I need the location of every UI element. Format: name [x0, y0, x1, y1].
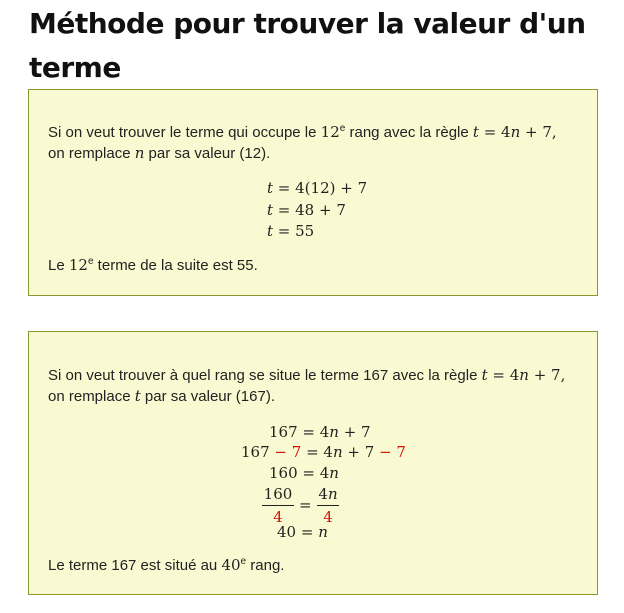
- equation-expression: = 4(12) + 7: [273, 179, 368, 197]
- example-box-find-rank: [28, 331, 598, 595]
- rule-rest: + 7,: [520, 123, 557, 141]
- page-title: Méthode pour trouver la valeur d'un terme: [29, 7, 586, 84]
- equation-variable: n: [332, 443, 343, 461]
- equation-left: 167 = 4: [269, 423, 330, 441]
- replace-text-2: par sa valeur (167).: [140, 388, 275, 405]
- conclusion-number: 40: [221, 556, 241, 574]
- replace-text: on remplace: [48, 388, 135, 405]
- fraction-bar: [262, 505, 294, 506]
- conclusion-text: Le: [48, 257, 69, 274]
- intro-text: Si on veut trouver le terme qui occupe le: [48, 124, 321, 141]
- conclusion-number: 12: [68, 256, 88, 274]
- replace-variable: n: [134, 144, 145, 162]
- replace-variable: t: [134, 387, 141, 405]
- example-box-find-term: [28, 89, 598, 296]
- rule-variable-t: t: [472, 123, 479, 141]
- equation-variable: t: [267, 179, 274, 197]
- equation-variable: n: [318, 523, 328, 541]
- fraction-numerator: 160: [263, 485, 293, 503]
- equation-left: 160 = 4: [269, 464, 330, 482]
- equation-variable: t: [267, 201, 274, 219]
- equation-variable: n: [329, 423, 339, 441]
- rank-number: 12: [320, 123, 340, 141]
- fraction-right: [317, 484, 339, 527]
- equation-left: 167: [241, 443, 275, 461]
- fraction-denominator-highlight: 4: [273, 508, 283, 526]
- equation-left: 40 =: [277, 523, 319, 541]
- conclusion-paragraph: [48, 255, 588, 276]
- equation-step-3: [269, 463, 339, 484]
- equation-step-1: [267, 178, 367, 199]
- fraction-numerator: [317, 484, 339, 504]
- equation-expression: = 55: [273, 222, 315, 240]
- fraction-denominator-highlight: 4: [323, 508, 333, 526]
- rule-variable-n: n: [519, 366, 529, 384]
- fraction-equals: =: [299, 496, 312, 514]
- equation-variable: n: [329, 464, 339, 482]
- intro-text-2: rang avec la règle: [345, 124, 473, 141]
- intro-paragraph: [48, 365, 588, 407]
- equation-right: + 7: [338, 423, 371, 441]
- rank-superscript: e: [339, 123, 346, 134]
- replace-text-2: par sa valeur (12).: [144, 145, 271, 162]
- fraction-coefficient: 4: [318, 485, 328, 503]
- fraction-variable: n: [327, 485, 338, 503]
- equation-plus: + 7: [342, 443, 380, 461]
- rule-equals: = 4: [487, 366, 520, 384]
- equation-middle: = 4: [301, 443, 333, 461]
- fraction-bar: [317, 505, 339, 506]
- conclusion-text-2: rang.: [246, 557, 285, 574]
- equation-step-5: [277, 522, 328, 543]
- conclusion-paragraph: [48, 555, 588, 576]
- intro-text: Si on veut trouver à quel rang se situe le terme 167 avec la règle: [48, 367, 482, 384]
- equation-variable: t: [267, 222, 274, 240]
- conclusion-superscript: e: [87, 256, 94, 267]
- equation-expression: = 48 + 7: [273, 201, 346, 219]
- equation-step-1: [269, 422, 371, 443]
- rule-equals: = 4: [478, 123, 511, 141]
- fraction-left: [262, 484, 294, 527]
- equation-step-2: [267, 200, 346, 221]
- conclusion-text: Le terme 167 est situé au: [48, 557, 222, 574]
- conclusion-superscript: e: [240, 556, 247, 567]
- rule-variable-n: n: [510, 123, 521, 141]
- conclusion-text-2: terme de la suite est 55.: [93, 257, 258, 274]
- equation-step-3: [267, 221, 314, 242]
- rule-variable-t: t: [481, 366, 488, 384]
- intro-paragraph: [48, 122, 588, 164]
- rule-rest: + 7,: [528, 366, 566, 384]
- replace-text: on remplace: [48, 145, 135, 162]
- subtract-highlight-right: − 7: [379, 443, 406, 461]
- subtract-highlight-left: − 7: [274, 443, 302, 461]
- equation-step-2: [241, 442, 406, 463]
